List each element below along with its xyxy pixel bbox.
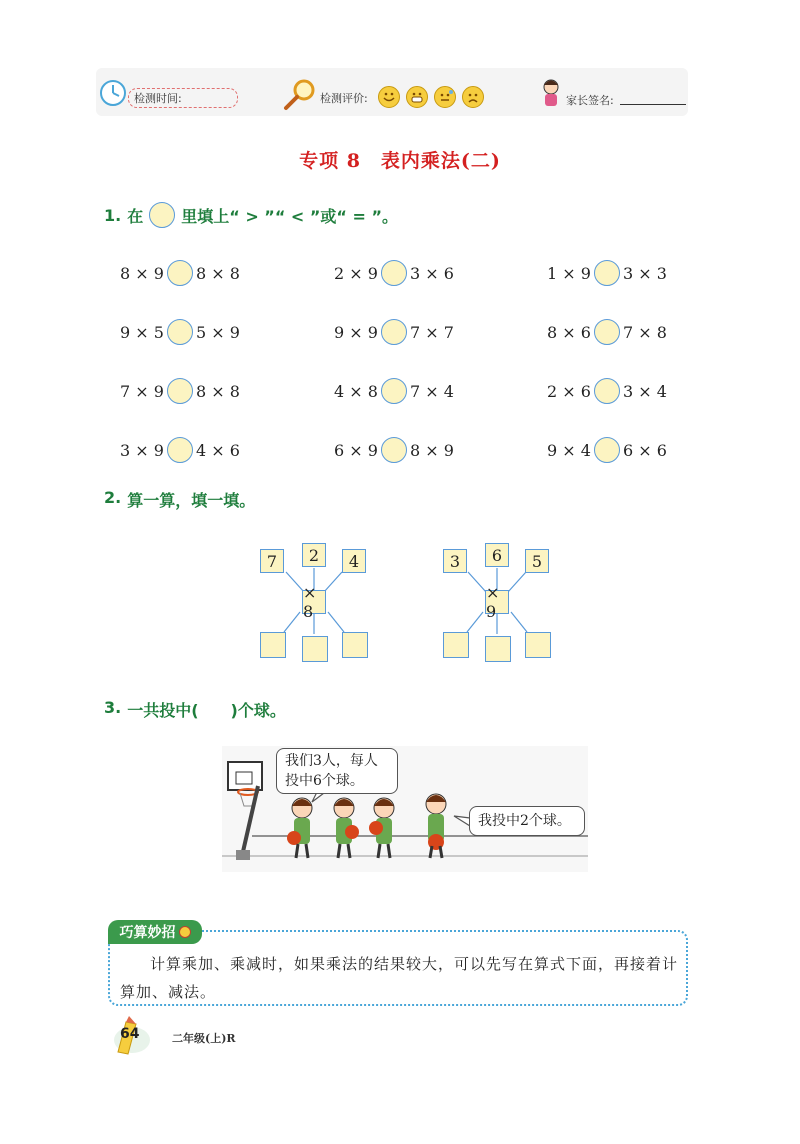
compare-left-expression: 2 × 9 <box>334 263 378 283</box>
speech-bubble-single: 我投中2个球。 <box>469 806 585 836</box>
page-title: 专项 8 表内乘法(二) <box>299 150 501 172</box>
compare-right-expression: 8 × 8 <box>195 263 240 283</box>
compare-left-expression: 9 × 9 <box>334 322 378 342</box>
time-label: 检测时间: <box>134 92 182 105</box>
q2-group1-answer-middle[interactable] <box>302 636 328 662</box>
compare-left-expression: 3 × 9 <box>120 440 164 460</box>
compare-right-expression: 3 × 3 <box>622 263 667 283</box>
q3-heading <box>104 698 286 721</box>
compare-left-expression: 6 × 9 <box>334 440 378 460</box>
compare-right-expression: 3 × 4 <box>622 381 667 401</box>
q2-group2-input-top: 6 <box>485 543 509 567</box>
q2-group1-answer-right[interactable] <box>342 632 368 658</box>
q2-group1-input-left: 7 <box>260 549 284 573</box>
compare-left-expression: 8 × 6 <box>547 322 591 342</box>
compare-right-expression: 7 × 7 <box>409 322 454 342</box>
compare-left-expression: 7 × 9 <box>120 381 164 401</box>
compare-right-expression: 8 × 9 <box>409 440 454 460</box>
q2-group2-input-left: 3 <box>443 549 467 573</box>
tip-tab <box>108 920 202 944</box>
compare-left-expression: 1 × 9 <box>547 263 591 283</box>
compare-right-expression: 8 × 8 <box>195 381 240 401</box>
compare-left-expression: 9 × 4 <box>547 440 591 460</box>
compare-right-expression: 6 × 6 <box>622 440 667 460</box>
q2-group1-answer-left[interactable] <box>260 632 286 658</box>
compare-right-expression: 4 × 6 <box>195 440 240 460</box>
bubble-line-1: 我们3人，每人 <box>285 753 378 769</box>
q2-group2-answer-left[interactable] <box>443 632 469 658</box>
page-number: 64 <box>120 1026 140 1042</box>
parent-sign-label: 家长签名: <box>566 94 614 107</box>
compare-right-expression: 5 × 9 <box>195 322 240 342</box>
q1-prefix: 在 <box>127 206 144 226</box>
compare-right-expression: 3 × 6 <box>409 263 454 283</box>
compare-right-expression: 7 × 8 <box>622 322 667 342</box>
q3-number: 3. <box>104 698 122 717</box>
q2-group1-input-top: 2 <box>302 543 326 567</box>
q2-instruction: 算一算，填一填。 <box>127 491 256 510</box>
q2-group1-input-right: 4 <box>342 549 366 573</box>
q1-instruction: 里填上“ > ”“ < ”或“ = ”。 <box>181 206 398 226</box>
q2-group2-input-right: 5 <box>525 549 549 573</box>
compare-left-expression: 9 × 5 <box>120 322 164 342</box>
speech-bubble-group <box>276 748 398 794</box>
q2-group2-answer-middle[interactable] <box>485 636 511 662</box>
q2-group2-answer-right[interactable] <box>525 632 551 658</box>
compare-left-expression: 4 × 8 <box>334 381 378 401</box>
compare-left-expression: 8 × 9 <box>120 263 164 283</box>
q1-number: 1. <box>104 205 122 225</box>
compare-left-expression: 2 × 6 <box>547 381 591 401</box>
tip-text: 计算乘加、乘减时，如果乘法的结果较大，可以先写在算式下面，再接着计算加、减法。 <box>120 955 679 1001</box>
eval-label: 检测评价: <box>320 92 368 105</box>
q3-instruction: 一共投中( )个球。 <box>127 701 286 720</box>
bubble-line-2: 投中6个球。 <box>285 773 364 789</box>
q2-group2-operator: × 9 <box>485 590 509 614</box>
q2-group1-operator: × 8 <box>302 590 326 614</box>
tip-tab-label: 巧算妙招 <box>119 925 176 941</box>
q2-number: 2. <box>104 488 122 507</box>
alarm-clock-icon <box>179 926 191 938</box>
grade-label: 二年级(上)R <box>172 1032 236 1045</box>
compare-right-expression: 7 × 4 <box>409 381 454 401</box>
